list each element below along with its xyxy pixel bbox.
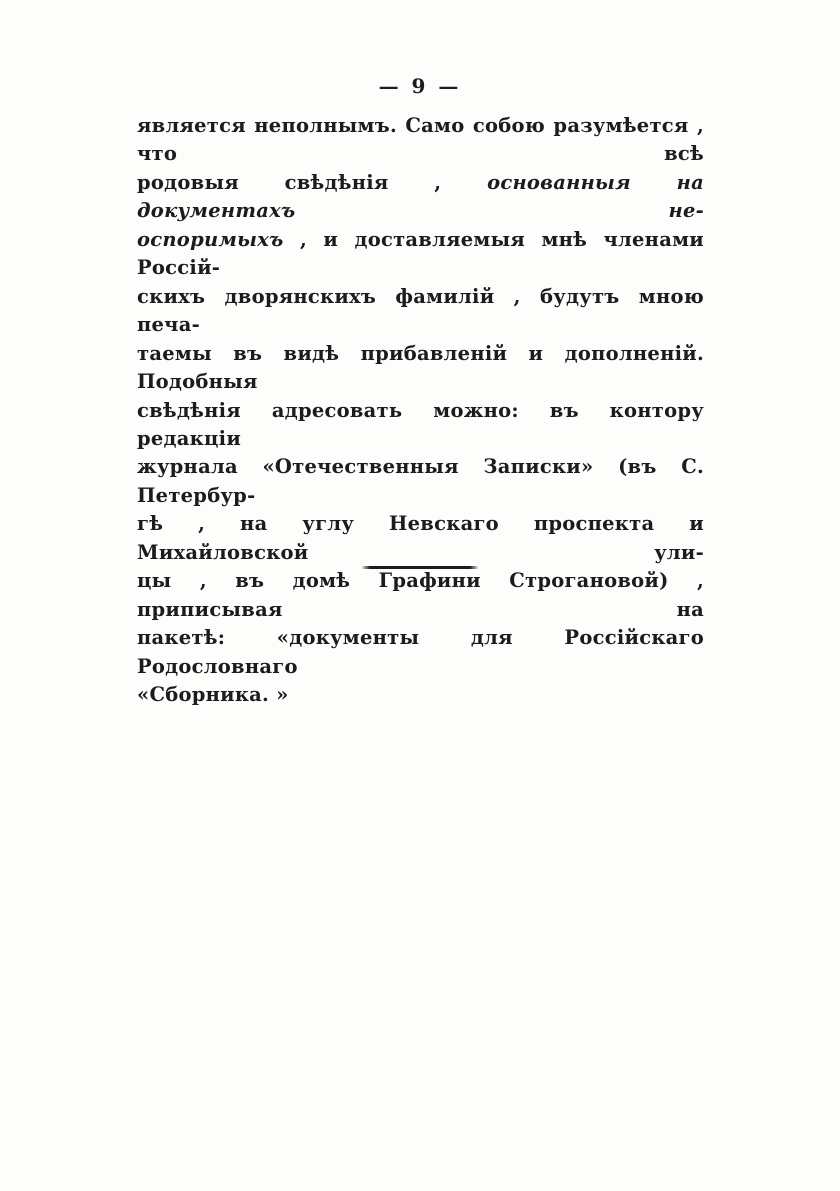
text-run: «Сборника. » <box>137 683 289 707</box>
text-run: , и доставляемыя мнѣ членами Россій- <box>137 227 704 280</box>
text-line <box>137 510 704 567</box>
text-line <box>137 681 704 709</box>
text-run: является неполнымъ. Само собою разумѣется , что всѣ <box>137 114 704 166</box>
body-paragraph <box>137 112 704 710</box>
text-run-italic: оспоримыхъ <box>137 227 284 251</box>
text-line <box>137 112 704 169</box>
section-divider <box>362 566 478 569</box>
text-run: цы , въ домѣ Графини Строгановой) , приписывая на <box>137 569 704 621</box>
text-line <box>137 453 704 510</box>
text-run: пакетѣ: «документы для Россійскаго Родословнаго <box>137 626 704 678</box>
text-line <box>137 283 704 340</box>
text-run: скихъ дворянскихъ фамилій , будутъ мною печа- <box>137 284 704 337</box>
text-line <box>137 624 704 681</box>
text-run: гѣ , на углу Невскаго проспекта и Михайловской ули- <box>137 512 704 564</box>
text-run: родовыя свѣдѣнія , <box>137 170 488 194</box>
text-run: таемы въ видѣ прибавленій и дополненій. Подобныя <box>137 341 704 394</box>
text-line <box>137 169 704 226</box>
text-run: журнала «Отечественныя Записки» (въ С. Петербур- <box>137 455 704 507</box>
text-line <box>137 226 704 283</box>
text-run: свѣдѣнія адресовать можно: въ контору редакціи <box>137 398 704 450</box>
text-line <box>137 340 704 397</box>
text-run-italic: основанныя на документахъ не- <box>137 170 704 223</box>
text-line <box>137 397 704 454</box>
page-number: — 9 — <box>378 74 462 98</box>
text-line <box>137 567 704 624</box>
